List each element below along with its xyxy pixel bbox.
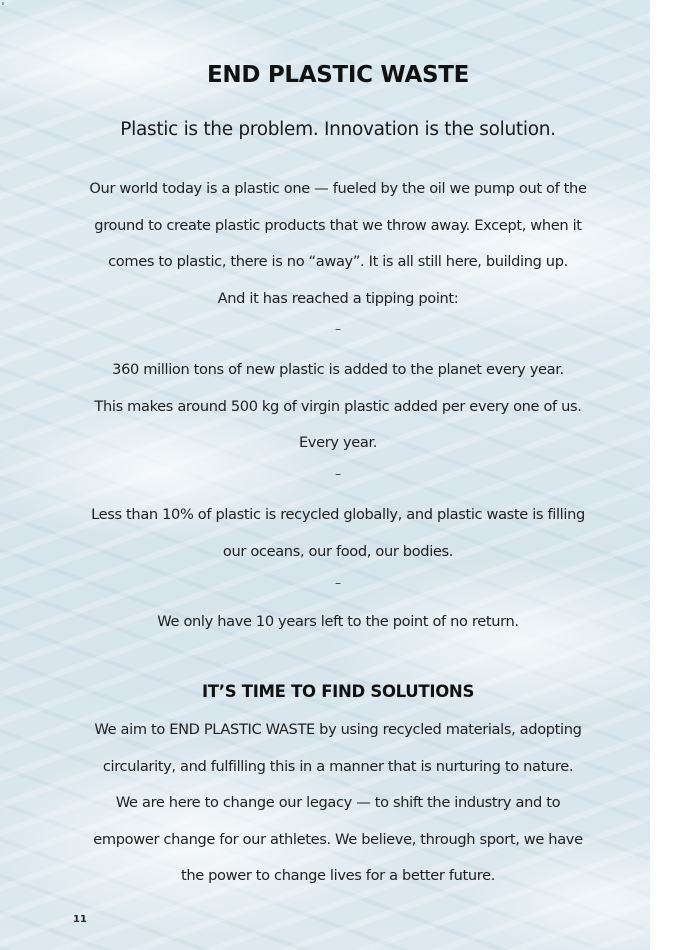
fact-line: 360 million tons of new plastic is added to the planet every year. — [112, 361, 564, 378]
separator-dash: – — [335, 467, 341, 481]
intro-paragraph — [40, 171, 636, 317]
intro-line: ground to create plastic products that we throw away. Except, when it — [94, 216, 582, 234]
intro-line: Our world today is a plastic one — fueled by the oil we pump out of the — [89, 180, 587, 197]
solution-line: the power to change lives for a better future. — [180, 867, 496, 884]
solution-line: We are here to change our legacy — to shift the industry and to — [115, 794, 561, 811]
solution-line: empower change for our athletes. We believe, through sport, we have — [93, 830, 583, 848]
fact-line: Every year. — [298, 434, 378, 451]
fact-paragraph-recycling — [40, 497, 636, 570]
intro-line: And it has reached a tipping point: — [217, 289, 459, 307]
section-heading: IT’S TIME TO FIND SOLUTIONS — [201, 682, 475, 701]
separator-dash: – — [335, 322, 341, 336]
intro-line: comes to plastic, there is no “away”. It is all still here, building up. — [108, 253, 568, 270]
solution-line: circularity, and fulfilling this in a manner that is nurturing to nature. — [102, 757, 574, 775]
page-title: END PLASTIC WASTE — [206, 62, 470, 88]
solution-paragraph — [40, 712, 636, 895]
corner-mark — [2, 2, 4, 5]
fact-line: We only have 10 years left to the point of no return. — [157, 613, 519, 630]
solution-line: We aim to END PLASTIC WASTE by using recycled materials, adopting — [94, 721, 582, 738]
fact-line: This makes around 500 kg of virgin plastic added per every one of us. — [94, 397, 582, 415]
fact-line: our oceans, our food, our bodies. — [222, 542, 454, 560]
page-subtitle: Plastic is the problem. Innovation is the solution. — [120, 119, 556, 140]
fact-line: Less than 10% of plastic is recycled globally, and plastic waste is filling — [91, 506, 585, 523]
separator-dash: – — [335, 576, 341, 590]
page-number: 11 — [73, 914, 87, 925]
fact-paragraph-plastic-added — [40, 352, 636, 462]
fact-paragraph-time-left — [40, 604, 636, 641]
